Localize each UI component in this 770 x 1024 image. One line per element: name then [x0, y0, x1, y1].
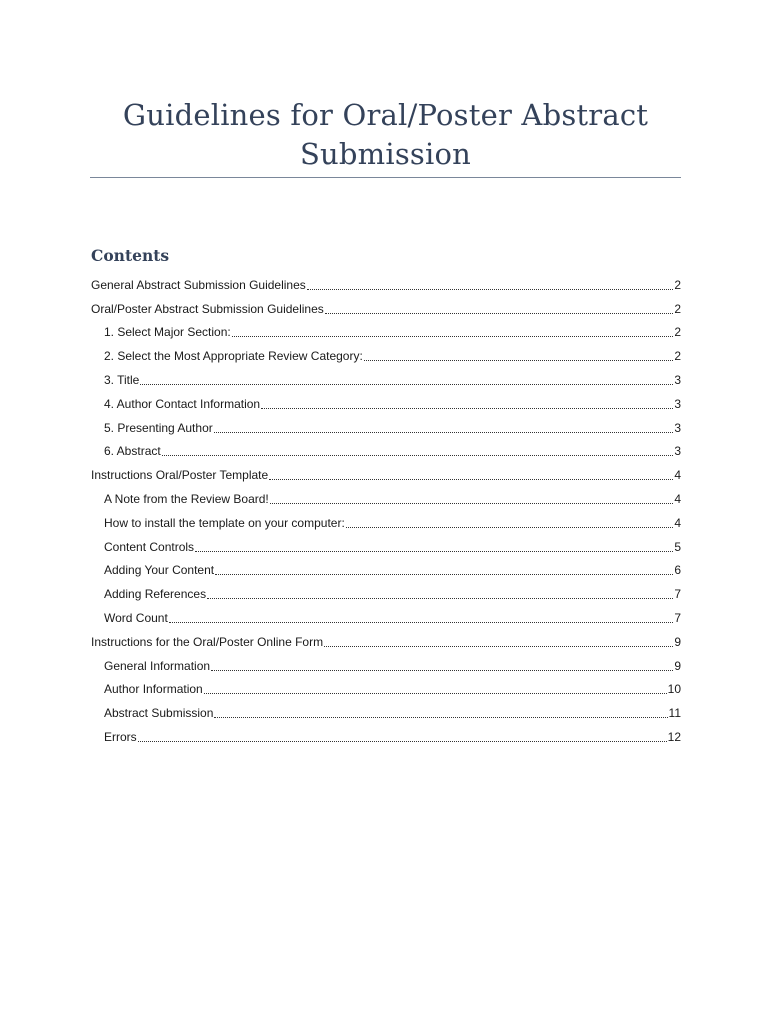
toc-entry[interactable] [0, 459, 770, 483]
toc-entry-label: Instructions Oral/Poster Template [91, 468, 269, 483]
toc-entry-label: Errors [104, 729, 137, 744]
toc-dot-leader [324, 636, 673, 647]
toc-dot-leader [211, 660, 673, 671]
toc-entry-row [104, 562, 681, 578]
toc-dot-leader [214, 707, 667, 718]
contents-heading: Contents [91, 246, 170, 265]
toc-dot-leader [195, 541, 673, 552]
toc-dot-leader [269, 469, 673, 480]
toc-entry[interactable] [0, 531, 770, 555]
toc-entry-label: General Abstract Submission Guidelines [91, 277, 306, 292]
toc-entry[interactable] [0, 269, 770, 293]
toc-entry-label: How to install the template on your computer: [104, 515, 345, 530]
toc-entry-row [104, 539, 681, 555]
toc-dot-leader [138, 731, 667, 742]
toc-dot-leader [207, 588, 673, 599]
toc-entry-label: Abstract Submission [104, 706, 214, 721]
toc-entry[interactable] [0, 483, 770, 507]
toc-dot-leader [261, 398, 673, 409]
toc-entry-label: Adding References [104, 587, 207, 602]
toc-page-number: 3 [674, 420, 681, 435]
toc-entry[interactable] [0, 650, 770, 674]
toc-entry-row [104, 658, 681, 674]
toc-entry[interactable] [0, 317, 770, 341]
toc-entry-label: 1. Select Major Section: [104, 325, 231, 340]
toc-entry[interactable] [0, 626, 770, 650]
toc-entry-row [104, 348, 681, 364]
toc-entry-label: Content Controls [104, 539, 195, 554]
toc-page-number: 5 [674, 539, 681, 554]
toc-entry-label: A Note from the Review Board! [104, 491, 269, 506]
toc-entry-row [104, 443, 681, 459]
toc-dot-leader [232, 326, 674, 337]
toc-dot-leader [307, 279, 674, 290]
toc-entry[interactable] [0, 388, 770, 412]
toc-entry-label: General Information [104, 658, 211, 673]
toc-dot-leader [215, 564, 673, 575]
toc-entry-label: Adding Your Content [104, 563, 215, 578]
toc-page-number: 4 [674, 468, 681, 483]
toc-page-number: 2 [674, 349, 681, 364]
toc-entry[interactable] [0, 674, 770, 698]
toc-entry[interactable] [0, 555, 770, 579]
toc-entry[interactable] [0, 721, 770, 745]
toc-entry-label: 4. Author Contact Information [104, 396, 261, 411]
table-of-contents [0, 269, 770, 745]
toc-entry[interactable] [0, 340, 770, 364]
toc-entry[interactable] [0, 507, 770, 531]
toc-dot-leader [214, 422, 674, 433]
toc-page-number: 3 [674, 396, 681, 411]
toc-dot-leader [364, 350, 674, 361]
toc-entry[interactable] [0, 412, 770, 436]
toc-entry-label: Word Count [104, 610, 168, 625]
toc-entry-row [91, 634, 681, 650]
toc-page-number: 10 [667, 682, 681, 697]
toc-page-number: 4 [674, 515, 681, 530]
toc-dot-leader [169, 612, 674, 623]
toc-page-number: 3 [674, 372, 681, 387]
document-title: Guidelines for Oral/Poster Abstract Submission [122, 98, 649, 171]
toc-entry[interactable] [0, 436, 770, 460]
toc-entry-row [104, 420, 681, 436]
toc-page-number: 12 [667, 729, 681, 744]
toc-entry-row [104, 324, 681, 340]
toc-entry-row [104, 681, 681, 697]
toc-dot-leader [325, 303, 674, 314]
toc-entry-label: Instructions for the Oral/Poster Online Form [91, 634, 324, 649]
toc-entry[interactable] [0, 293, 770, 317]
toc-entry-row [104, 729, 681, 745]
toc-entry-row [104, 372, 681, 388]
toc-page-number: 9 [674, 634, 681, 649]
toc-entry-row [91, 277, 681, 293]
toc-dot-leader [346, 517, 674, 528]
toc-page-number: 4 [674, 491, 681, 506]
toc-entry[interactable] [0, 364, 770, 388]
toc-page-number: 2 [674, 301, 681, 316]
toc-dot-leader [162, 445, 674, 456]
toc-entry-label: Oral/Poster Abstract Submission Guidelines [91, 301, 324, 316]
toc-page-number: 9 [674, 658, 681, 673]
toc-entry-label: 2. Select the Most Appropriate Review Category: [104, 349, 363, 364]
toc-entry-row [91, 467, 681, 483]
toc-entry[interactable] [0, 697, 770, 721]
toc-entry-row [104, 515, 681, 531]
toc-dot-leader [270, 493, 674, 504]
toc-page-number: 11 [668, 706, 681, 721]
toc-page-number: 6 [674, 563, 681, 578]
toc-dot-leader [204, 683, 667, 694]
toc-entry-label: Author Information [104, 682, 203, 697]
toc-page-number: 2 [674, 325, 681, 340]
toc-entry-row [104, 586, 681, 602]
toc-entry[interactable] [0, 578, 770, 602]
toc-entry-row [104, 610, 681, 626]
toc-page-number: 2 [674, 277, 681, 292]
toc-page-number: 7 [674, 587, 681, 602]
title-divider [90, 177, 681, 178]
toc-entry-row [104, 491, 681, 507]
toc-entry[interactable] [0, 602, 770, 626]
toc-entry-row [104, 705, 681, 721]
toc-entry-label: 3. Title [104, 372, 140, 387]
toc-page-number: 3 [674, 444, 681, 459]
toc-entry-row [91, 301, 681, 317]
toc-dot-leader [140, 374, 673, 385]
toc-entry-label: 6. Abstract [104, 444, 161, 459]
toc-page-number: 7 [674, 610, 681, 625]
toc-entry-label: 5. Presenting Author [104, 420, 213, 435]
toc-entry-row [104, 396, 681, 412]
